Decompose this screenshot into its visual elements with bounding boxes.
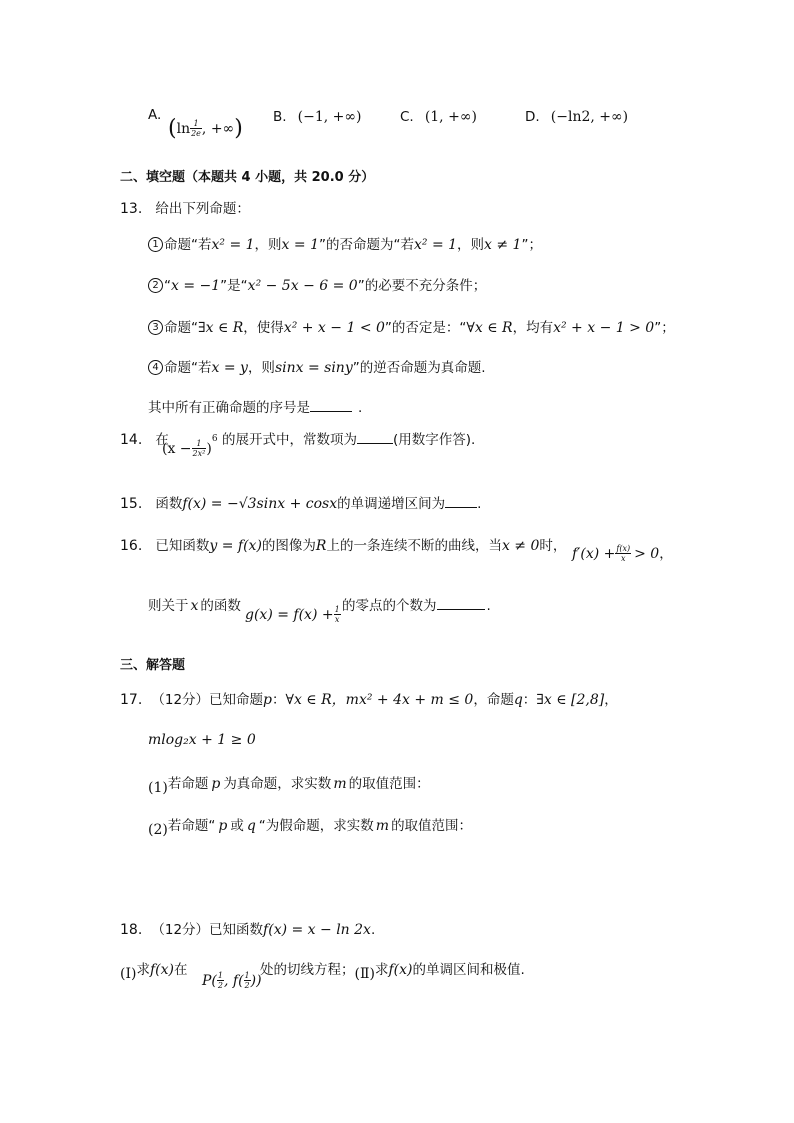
q18-line-1: 18. （12分）已知函数f(x) = x − ln 2x.	[120, 922, 376, 938]
circle-number-2: 2	[148, 278, 163, 293]
answer-blank[interactable]	[445, 493, 477, 508]
q16-line-2: 则关于 x 的函数	[148, 598, 241, 614]
option-a-letter: A.	[148, 107, 162, 123]
option-c-value: (1, +∞)	[424, 109, 477, 125]
q16-line-2-tail: 的零点的个数为 .	[342, 594, 491, 614]
q15: 15. 函数f(x) = −√3sinx + cosx的单调递增区间为 .	[120, 492, 481, 512]
q18-point: P( $\frac{1}{2}$ , f( $\frac{1}{2}$ ))	[202, 971, 262, 990]
q17-sub-2: (2)若命题“ p 或 q “为假命题，求实数 m 的取值范围：	[148, 818, 473, 838]
q14: 14. 在	[120, 432, 169, 448]
option-d-value: (−ln2, +∞)	[550, 109, 629, 125]
answer-blank[interactable]	[437, 595, 485, 610]
q14-tail: 的展开式中，常数项为 (用数字作答).	[222, 428, 475, 448]
q16-line-1: 16. 已知函数y = f(x)的图像为R上的一条连续不断的曲线，当x ≠ 0时，	[120, 538, 567, 554]
q18-line-2: (Ⅰ)求f(x)在	[120, 962, 188, 982]
answer-blank[interactable]	[357, 429, 393, 444]
q17-line-1: 17. （12分）已知命题p：∀x ∈ R，mx² + 4x + m ≤ 0，命题q：∃x ∈ [2,8]，	[120, 692, 618, 708]
circle-number-3: 3	[148, 320, 163, 335]
option-a-value: (ln $\frac{1}{2e}$ , +∞)	[168, 116, 243, 141]
option-b: B. (−1, +∞)	[273, 109, 362, 125]
q14-expr: (x − $\frac{1}{\text{2x²}}$ )$^6$	[162, 433, 218, 458]
q13-stem: 13. 给出下列命题：	[120, 201, 250, 217]
q13-item-3: 3 命题“∃x ∈ R，使得x² + x − 1 < 0”的否定是：“∀x ∈ R，均有x² + x − 1 > 0”；	[148, 316, 675, 336]
q13-item-1: 1 命题“若x² = 1，则x = 1”的否命题为“若x² = 1，则x ≠ 1”；	[148, 233, 542, 253]
q13-item-2: 2 “x = −1”是“x² − 5x − 6 = 0”的必要不充分条件；	[148, 274, 486, 294]
option-c: C. (1, +∞)	[400, 109, 477, 125]
q17-sub-1: (1)若命题 p 为真命题，求实数 m 的取值范围：	[148, 776, 430, 796]
q13-item-4: 4 命题“若x = y，则sinx = siny”的逆否命题为真命题.	[148, 356, 486, 376]
q17-line-2: mlog₂x + 1 ≥ 0	[148, 732, 256, 748]
option-a	[148, 104, 161, 123]
q13-ask: 其中所有正确命题的序号是 .	[148, 396, 362, 416]
option-d: D. (−ln2, +∞)	[525, 109, 629, 125]
q16-g-expr: g(x) = f(x) + $\frac{1}{x}$	[245, 605, 340, 624]
answer-blank[interactable]	[310, 397, 352, 412]
circle-number-1: 1	[148, 237, 163, 252]
section-3-title: 三、解答题	[120, 658, 186, 673]
section-2-title: 二、填空题（本题共 4 小题，共 20.0 分）	[120, 170, 375, 185]
q18-line-2-tail: 处的切线方程；(Ⅱ)求f(x)的单调区间和极值.	[260, 962, 525, 982]
option-b-value: (−1, +∞)	[297, 109, 362, 125]
circle-number-4: 4	[148, 360, 163, 375]
q16-condition: f′(x) + $\frac{f(x)}{x}$ > 0，	[572, 544, 673, 563]
